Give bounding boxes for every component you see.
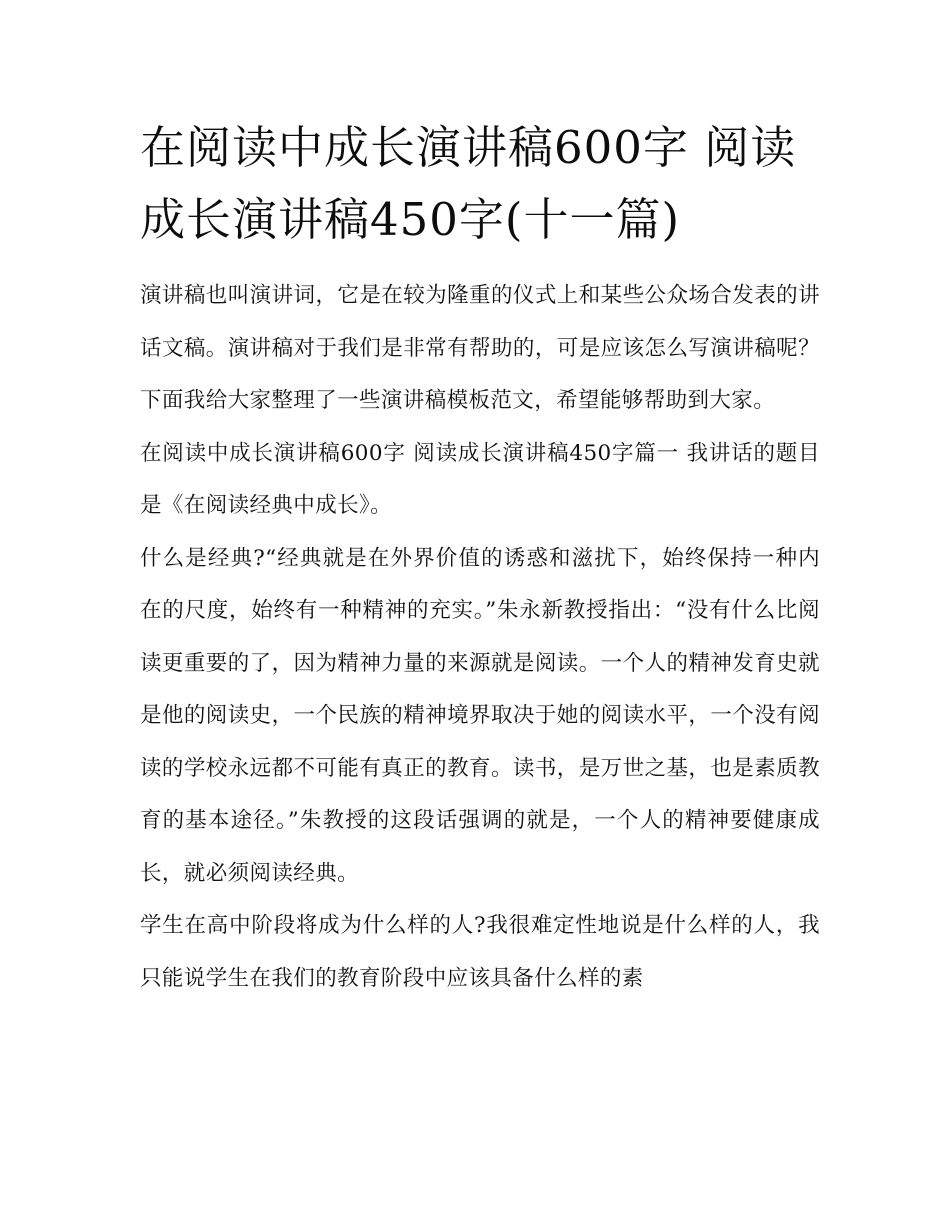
body-paragraph: 学生在高中阶段将成为什么样的人?我很难定性地说是什么样的人，我只能说学生在我们的教育阶段中应该具备什么样的素: [140, 913, 820, 991]
document-title: 在阅读中成长演讲稿600字 阅读成长演讲稿450字(十一篇): [140, 121, 797, 246]
body-paragraph: 什么是经典?“经典就是在外界价值的诱惑和滋扰下，始终保持一种内在的尺度，始终有一种精神的充实。”朱永新教授指出：“没有什么比阅读更重要的了，因为精神力量的来源就是阅读。一个人的精神发育史就是他的阅读史，一个民族的精神境界取决于她的阅读水平，一个没有阅读的学校永远都不可能有真正的教育。读书，是万世之基，也是素质教育的基本途径。”朱教授的这段话强调的就是，一个人的精神要健康成长，就必须阅读经典。: [140, 545, 820, 886]
section-heading-paragraph: 在阅读中成长演讲稿600字 阅读成长演讲稿450字篇一 我讲话的题目是《在阅读经典中成长》。: [140, 440, 820, 518]
document-page: [140, 112, 820, 1005]
intro-paragraph: 演讲稿也叫演讲词，它是在较为隆重的仪式上和某些公众场合发表的讲话文稿。演讲稿对于我们是非常有帮助的，可是应该怎么写演讲稿呢？下面我给大家整理了一些演讲稿模板范文，希望能够帮助到大家。: [140, 283, 820, 413]
